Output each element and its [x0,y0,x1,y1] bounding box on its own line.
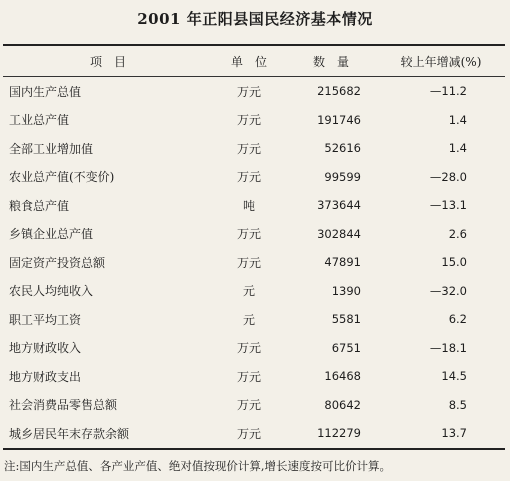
table-row [3,362,505,391]
row-value: 373644 [317,198,361,213]
row-change: —18.1 [429,340,467,355]
row-change: 1.4 [448,141,467,156]
row-value: 52616 [324,141,361,156]
row-value: 1390 [331,283,361,298]
economic-stats-table [3,44,505,450]
row-item: 城乡居民年末存款余额 [9,426,130,441]
row-unit: 吨 [242,198,255,213]
table-row [3,334,505,363]
row-change: 2.6 [448,226,467,241]
row-value: 99599 [324,169,361,184]
row-change: 14.5 [441,369,467,384]
row-item: 乡镇企业总产值 [9,227,94,242]
row-item: 社会消费品零售总额 [9,398,118,413]
row-value: 80642 [324,397,361,412]
row-item: 职工平均工资 [9,312,82,327]
row-value: 112279 [317,426,361,441]
table-row [3,248,505,277]
row-item: 全部工业增加值 [9,141,94,156]
table-header-row [3,45,505,77]
row-unit: 万元 [236,170,261,185]
table-row [3,391,505,420]
table-row [3,77,505,106]
row-unit: 万元 [236,341,261,356]
row-change: 1.4 [448,112,467,127]
row-value: 6751 [331,340,361,355]
row-item: 农民人均纯收入 [9,284,94,299]
row-change: —32.0 [429,283,467,298]
row-value: 191746 [317,112,361,127]
table-row [3,305,505,334]
table-row [3,277,505,306]
row-unit: 万元 [236,398,261,413]
table-row [3,134,505,163]
table-row [3,220,505,249]
table-row [3,419,505,449]
row-unit: 万元 [236,141,261,156]
row-value: 47891 [324,255,361,270]
row-item: 固定资产投资总额 [9,255,106,270]
header-value: 数 量 [312,54,349,69]
row-unit: 元 [242,312,255,327]
row-unit: 万元 [236,227,261,242]
row-value: 215682 [317,84,361,99]
row-value: 16468 [324,369,361,384]
page-title: 2001 年正阳县国民经济基本情况 [137,10,373,28]
table-row [3,106,505,135]
row-change: 8.5 [448,397,467,412]
row-change: —13.1 [429,198,467,213]
row-item: 地方财政收入 [9,341,82,356]
header-change: 较上年增减(%) [400,54,482,69]
row-item: 农业总产值(不变价) [9,170,115,185]
table-body [3,77,505,449]
row-unit: 万元 [236,369,261,384]
row-value: 302844 [317,226,361,241]
row-change: 6.2 [448,312,467,327]
row-unit: 万元 [236,255,261,270]
row-change: —11.2 [429,84,467,99]
table-row [3,191,505,220]
row-item: 粮食总产值 [9,198,70,213]
footnote: 注:国内生产总值、各产业产值、绝对值按现价计算,增长速度按可比价计算。 [4,459,392,473]
row-item: 国内生产总值 [9,84,82,99]
row-item: 地方财政支出 [9,369,82,384]
row-value: 5581 [331,312,361,327]
header-unit: 单 位 [230,54,267,69]
row-change: 15.0 [441,255,467,270]
row-unit: 万元 [236,113,261,128]
row-unit: 万元 [236,84,261,99]
row-change: 13.7 [441,426,467,441]
table-row [3,163,505,192]
header-item: 项 目 [89,54,126,69]
row-unit: 元 [242,284,255,299]
row-change: —28.0 [429,169,467,184]
row-unit: 万元 [236,426,261,441]
row-item: 工业总产值 [9,113,70,128]
